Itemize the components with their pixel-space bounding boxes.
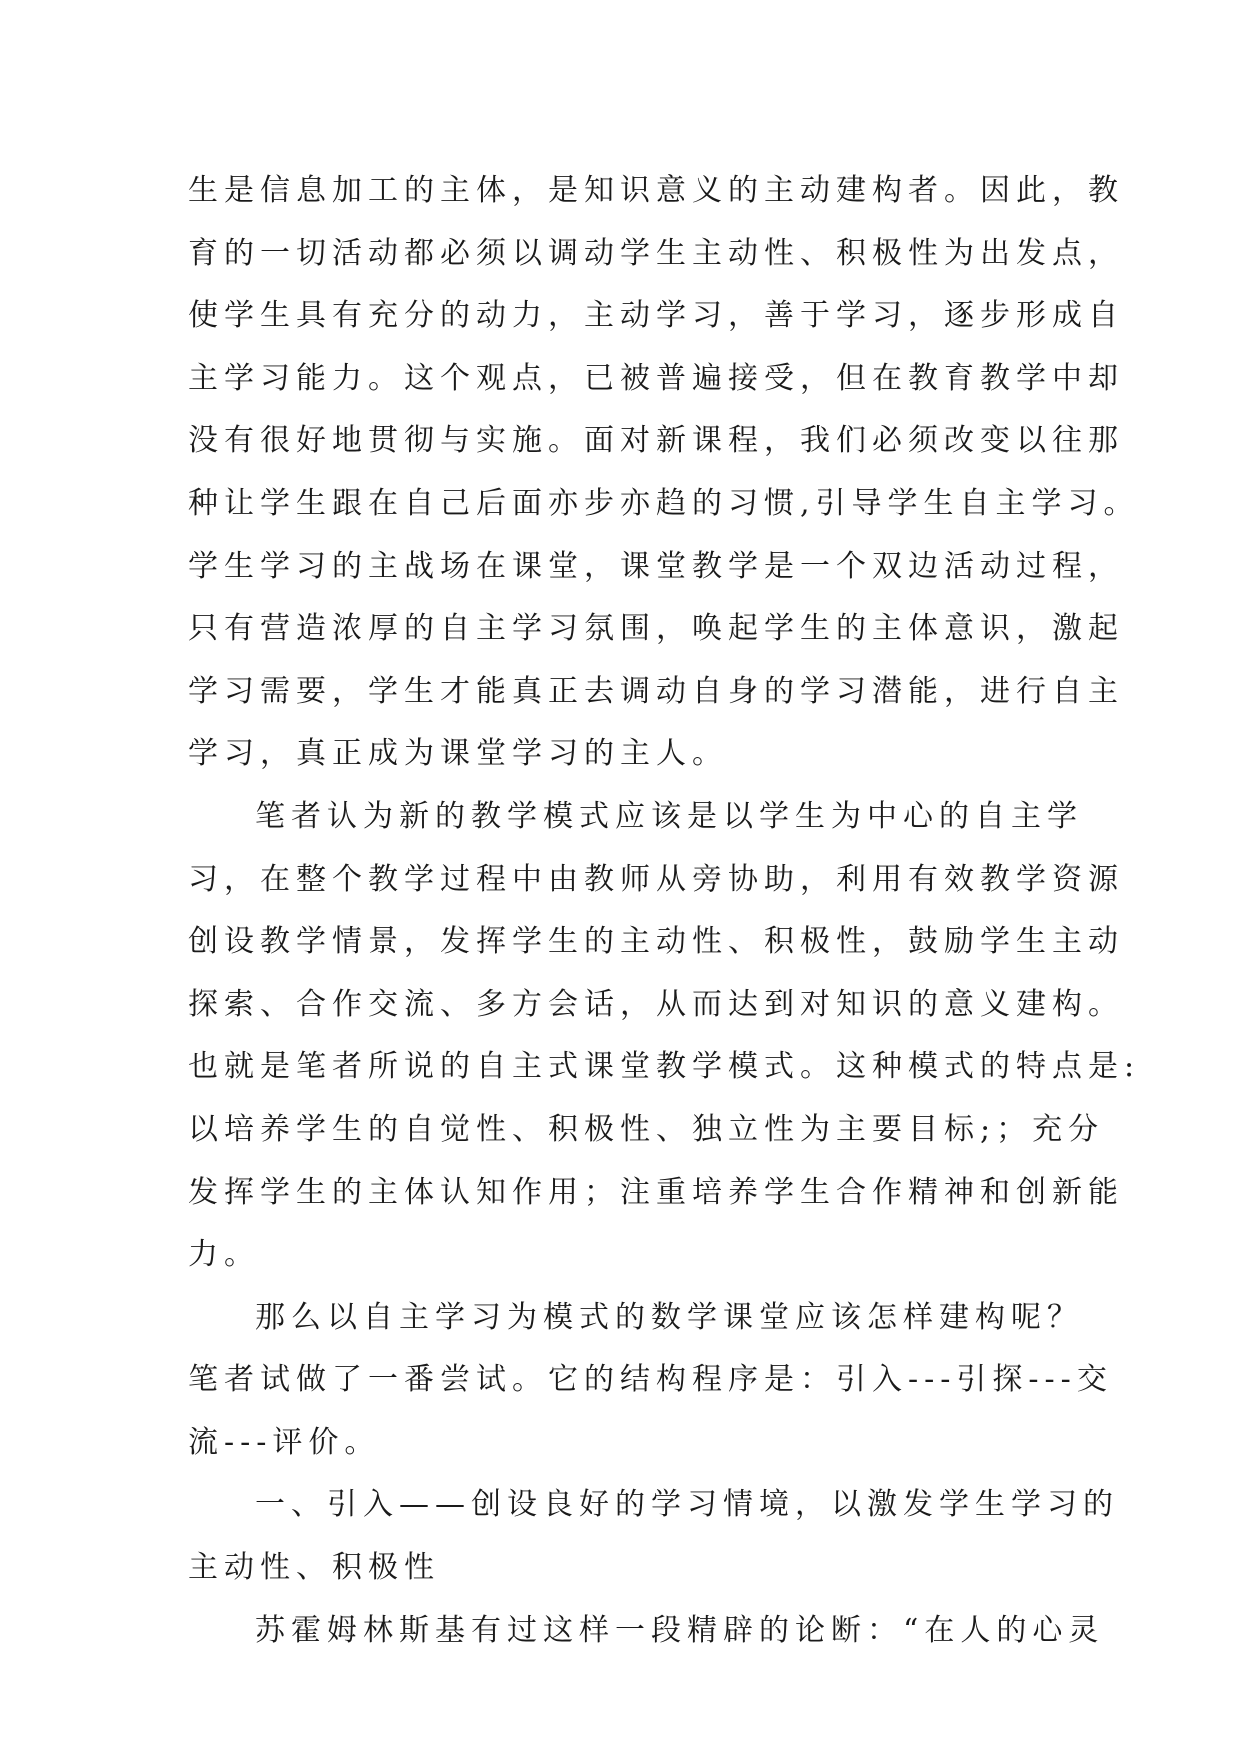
text-line: 使学生具有充分的动力，主动学习，善于学习，逐步形成自 — [188, 298, 1124, 334]
text-line: 发挥学生的主体认知作用；注重培养学生合作精神和创新能 — [188, 1174, 1124, 1210]
text-line: 主学习能力。这个观点，已被普遍接受，但在教育教学中却 — [188, 360, 1124, 396]
text-line: 力。 — [188, 1237, 260, 1273]
text-line: 也就是笔者所说的自主式课堂教学模式。这种模式的特点是: — [188, 1049, 1141, 1085]
text-line: 学习，真正成为课堂学习的主人。 — [188, 736, 728, 772]
text-line: 笔者试做了一番尝试。它的结构程序是：引入---引探---交 — [188, 1362, 1113, 1398]
paragraph-first-line: 苏霍姆林斯基有过这样一段精辟的论断：“在人的心灵 — [255, 1612, 1105, 1648]
text-line: 育的一切活动都必须以调动学生主动性、积极性为出发点， — [188, 235, 1124, 271]
text-line: 习，在整个教学过程中由教师从旁协助，利用有效教学资源 — [188, 861, 1124, 897]
body-text — [188, 160, 1141, 1662]
text-line: 以培养学生的自觉性、积极性、独立性为主要目标;；充分 — [188, 1111, 1105, 1147]
paragraph-first-line: 笔者认为新的教学模式应该是以学生为中心的自主学 — [255, 798, 1083, 834]
text-line: 创设教学情景，发挥学生的主动性、积极性，鼓励学生主动 — [188, 924, 1124, 960]
paragraph-first-line: 那么以自主学习为模式的数学课堂应该怎样建构呢？ — [255, 1299, 1083, 1335]
paragraph-first-line: 一、引入——创设良好的学习情境，以激发学生学习的 — [255, 1487, 1119, 1523]
text-line: 只有营造浓厚的自主学习氛围，唤起学生的主体意识，激起 — [188, 611, 1124, 647]
text-line: 种让学生跟在自己后面亦步亦趋的习惯,引导学生自主学习。 — [188, 485, 1140, 521]
text-line: 主动性、积极性 — [188, 1550, 440, 1586]
text-line: 学生学习的主战场在课堂，课堂教学是一个双边活动过程， — [188, 548, 1124, 584]
text-line: 流---评价。 — [188, 1424, 381, 1460]
text-line: 生是信息加工的主体，是知识意义的主动建构者。因此，教 — [188, 173, 1124, 208]
text-line: 学习需要，学生才能真正去调动自身的学习潜能，进行自主 — [188, 673, 1124, 709]
text-line: 没有很好地贯彻与实施。面对新课程，我们必须改变以往那 — [188, 423, 1124, 459]
text-line: 探索、合作交流、多方会话，从而达到对知识的意义建构。 — [188, 986, 1124, 1022]
